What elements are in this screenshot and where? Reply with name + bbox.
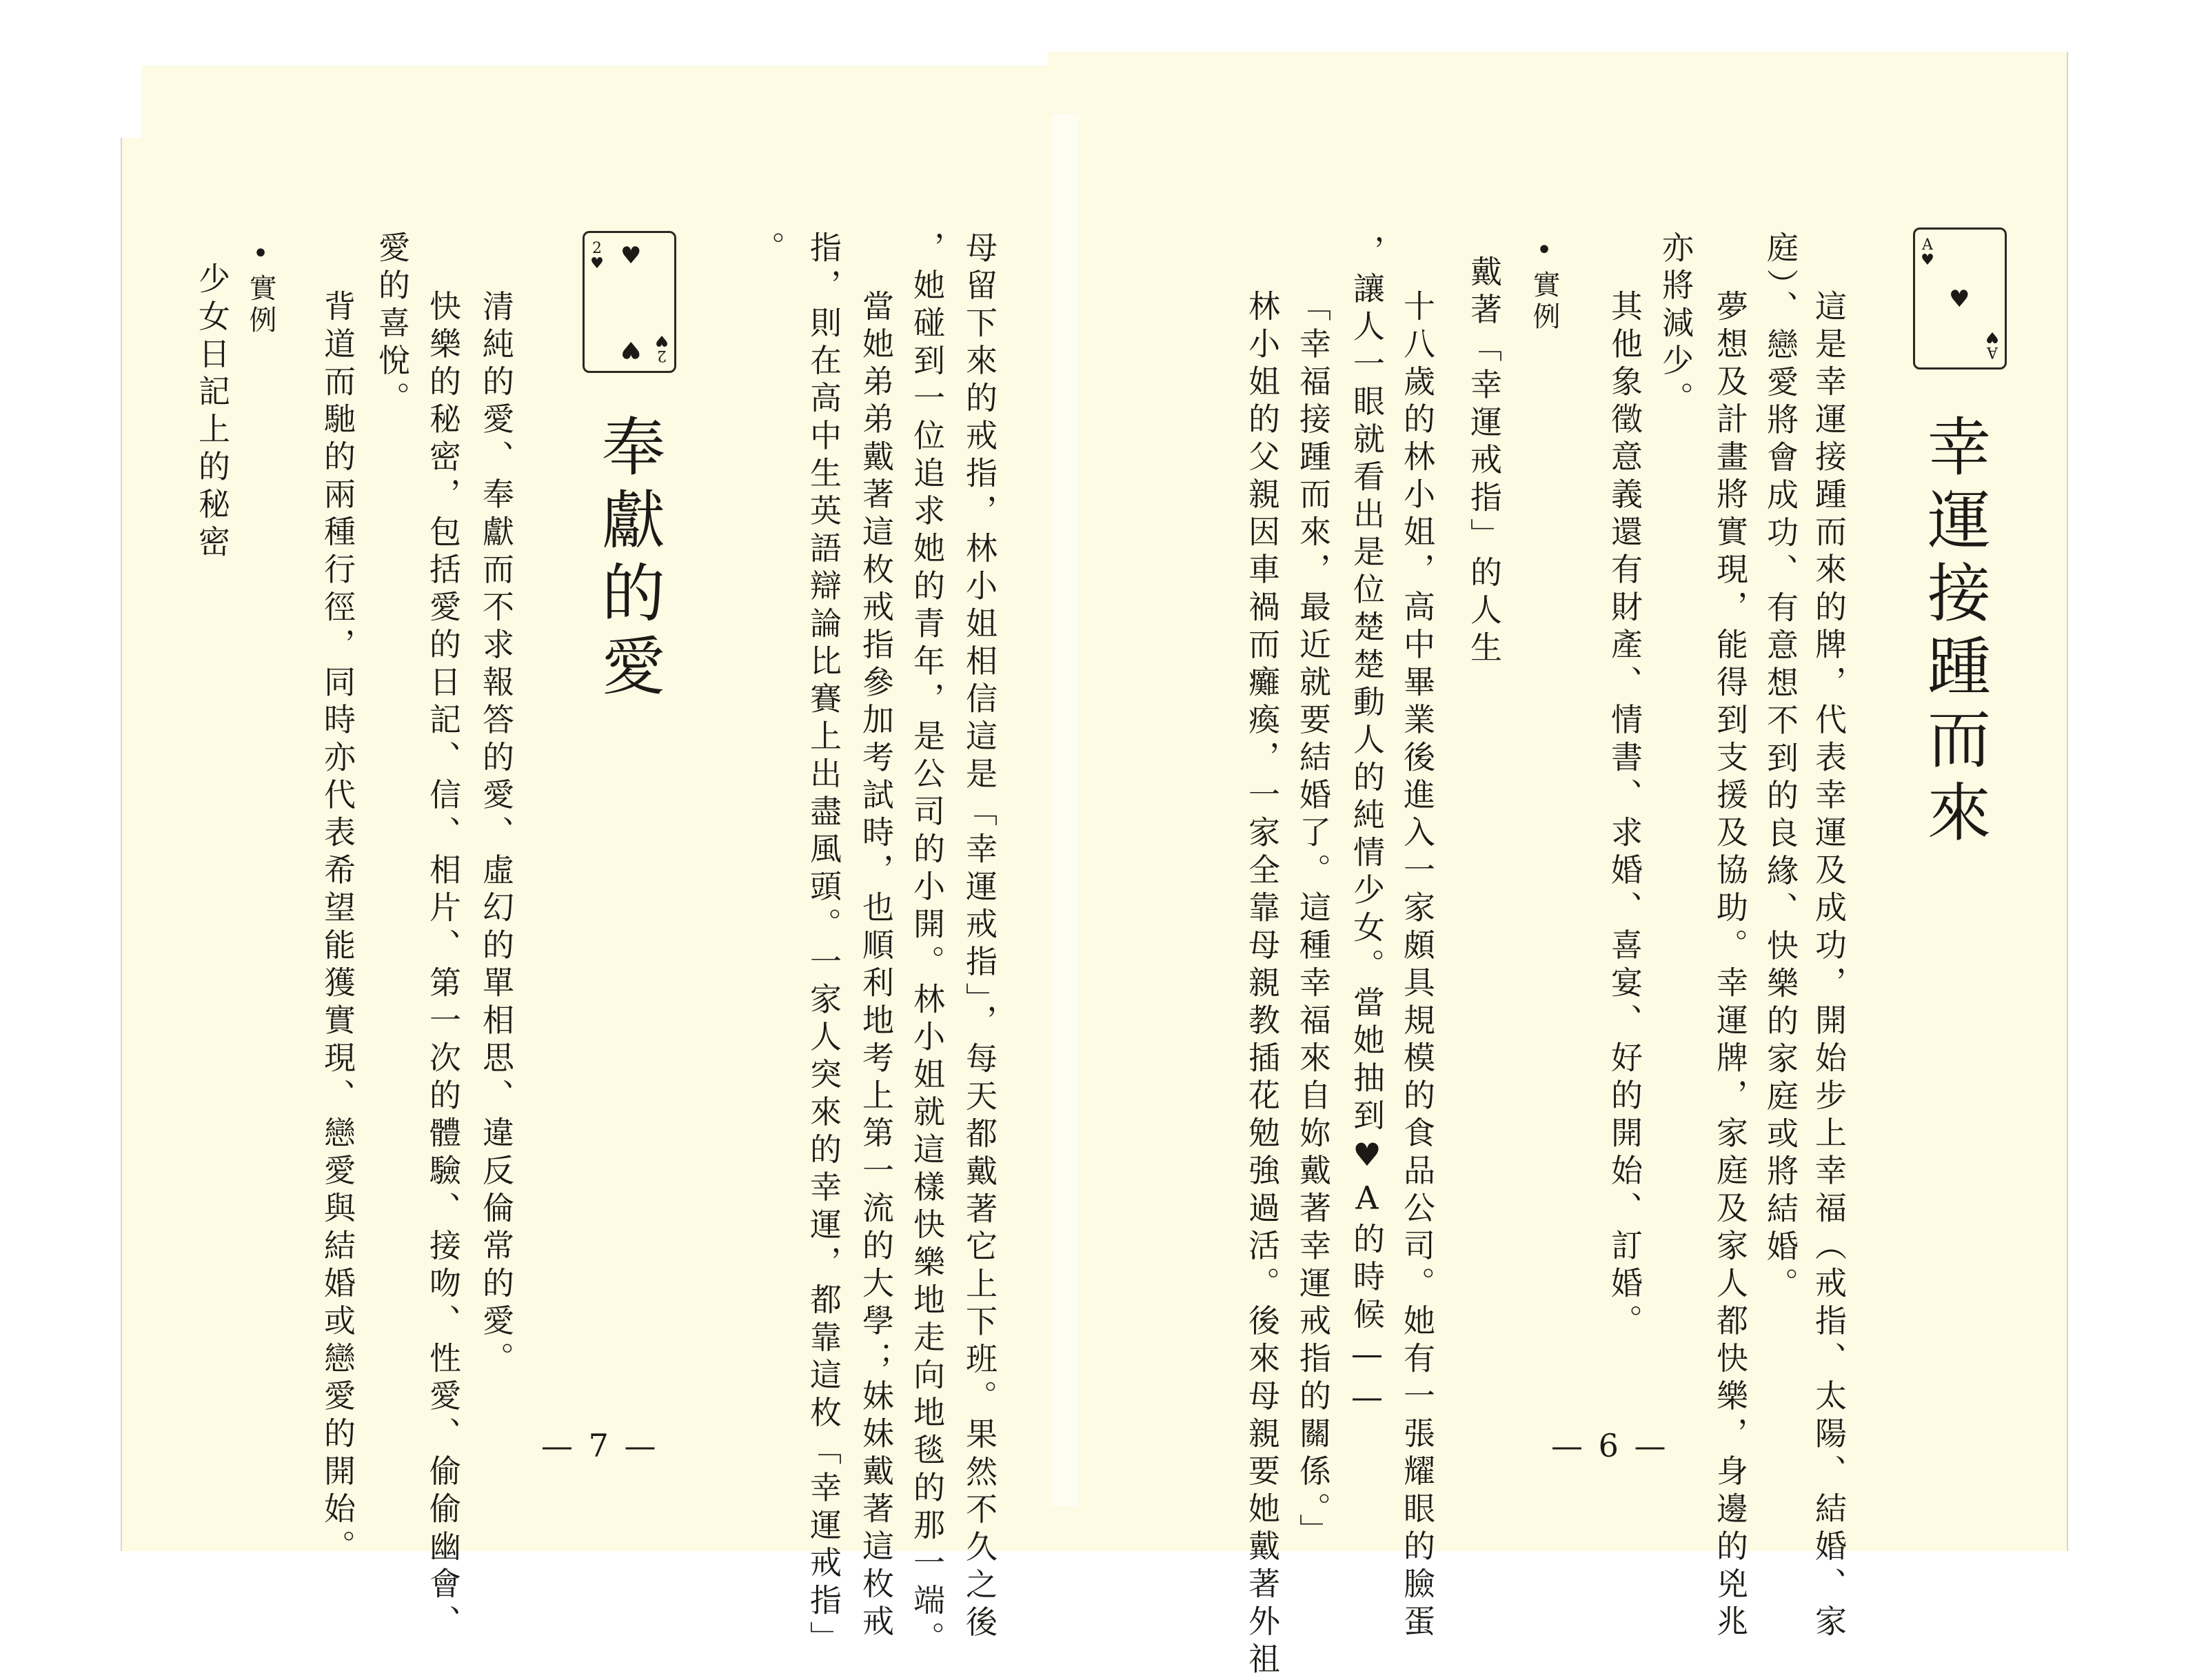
heart-icon: ♥ — [1949, 285, 1970, 313]
playing-card-ace-of-hearts — [1913, 227, 2007, 370]
paragraph-line: 母留下來的戒指，林小姐相信這是「幸運戒指」，每天都戴著它上下班。果然不久之後 — [961, 231, 998, 1643]
playing-card-two-of-hearts — [583, 231, 676, 373]
book-gutter — [1051, 114, 1079, 1506]
page-title: 幸運接踵而來 — [1917, 414, 1991, 852]
paragraph-line: 指，則在高中生英語辯論比賽上出盡風頭。一家人突來的幸運，都靠這枚「幸運戒指」 — [805, 231, 842, 1659]
paragraph-line: 這是幸運接踵而來的牌，代表幸運及成功，開始步上幸福（戒指、太陽、結婚、家 — [1810, 290, 1848, 1642]
paragraph-line: 當她弟弟戴著這枚戒指參加考試時，也順利地考上第一流的大學；妹妹戴著這枚戒 — [858, 290, 895, 1642]
card-corner-index-inverted: A ♥ — [1985, 328, 1999, 361]
heart-icon: ♥ — [620, 242, 642, 270]
paragraph-line: 清純的愛、奉獻而不求報答的愛、虛幻的單相思、違反倫常的愛。 — [478, 290, 515, 1379]
paragraph-line: 庭）、戀愛將會成功、有意想不到的良緣、快樂的家庭或將結婚。 — [1762, 231, 1799, 1305]
paragraph-line: 「幸福接踵而來，最近就要結婚了。這種幸福來自妳戴著幸運戒指的關係。」 — [1295, 290, 1332, 1551]
card-corner-index: 2 ♥ — [590, 240, 604, 272]
example-title: 戴著「幸運戒指」的人生 — [1466, 255, 1503, 669]
right-page-edge — [2067, 52, 2068, 1551]
paragraph-line: ，讓人一眼就看出是位楚楚動人的純情少女。當她抽到♥A的時候—— — [1348, 234, 1386, 1421]
page-number: — 7 — — [541, 1427, 659, 1464]
paragraph-line: 林小姐的父親因車禍而癱瘓，一家全靠母親教插花勉強過活。後來母親要她戴著外祖 — [1244, 290, 1281, 1680]
example-heading: •實例 — [245, 238, 276, 337]
left-page-top-strip — [141, 65, 1106, 141]
page-number: — 6 — — [1551, 1427, 1669, 1464]
left-page-edge — [121, 138, 122, 1551]
heart-icon: ♥ — [620, 336, 642, 363]
paragraph-line: 夢想及計畫將實現，能得到支援及協助。幸運牌，家庭及家人都快樂，身邊的兇兆 — [1712, 290, 1749, 1642]
paragraph-line: 其他象徵意義還有財產、情書、求婚、喜宴、好的開始、訂婚。 — [1606, 290, 1643, 1342]
example-heading: •實例 — [1528, 234, 1560, 334]
paragraph-line: 背道而馳的兩種行徑，同時亦代表希望能獲實現、戀愛與結婚或戀愛的開始。 — [319, 290, 356, 1567]
paragraph-line: 十八歲的林小姐，高中畢業後進入一家頗具規模的食品公司。她有一張耀眼的臉蛋 — [1399, 290, 1436, 1642]
card-corner-index-inverted: 2 ♥ — [655, 332, 669, 364]
section-title: 奉獻的愛 — [591, 414, 665, 706]
paragraph-line: 快樂的秘密，包括愛的日記、信、相片、第一次的體驗、接吻、性愛、偷偷幽會、 — [425, 290, 462, 1642]
paragraph-line: 。 — [749, 231, 786, 269]
paragraph-line: 愛的喜悅。 — [374, 231, 411, 419]
paragraph-line: 亦將減少。 — [1657, 231, 1694, 419]
paragraph-line: ，她碰到一位追求她的青年，是公司的小開。林小姐就這樣快樂地走向地毯的那一端。 — [909, 231, 946, 1659]
example-title: 少女日記上的秘密 — [194, 262, 231, 563]
card-corner-index: A ♥ — [1921, 236, 1934, 269]
